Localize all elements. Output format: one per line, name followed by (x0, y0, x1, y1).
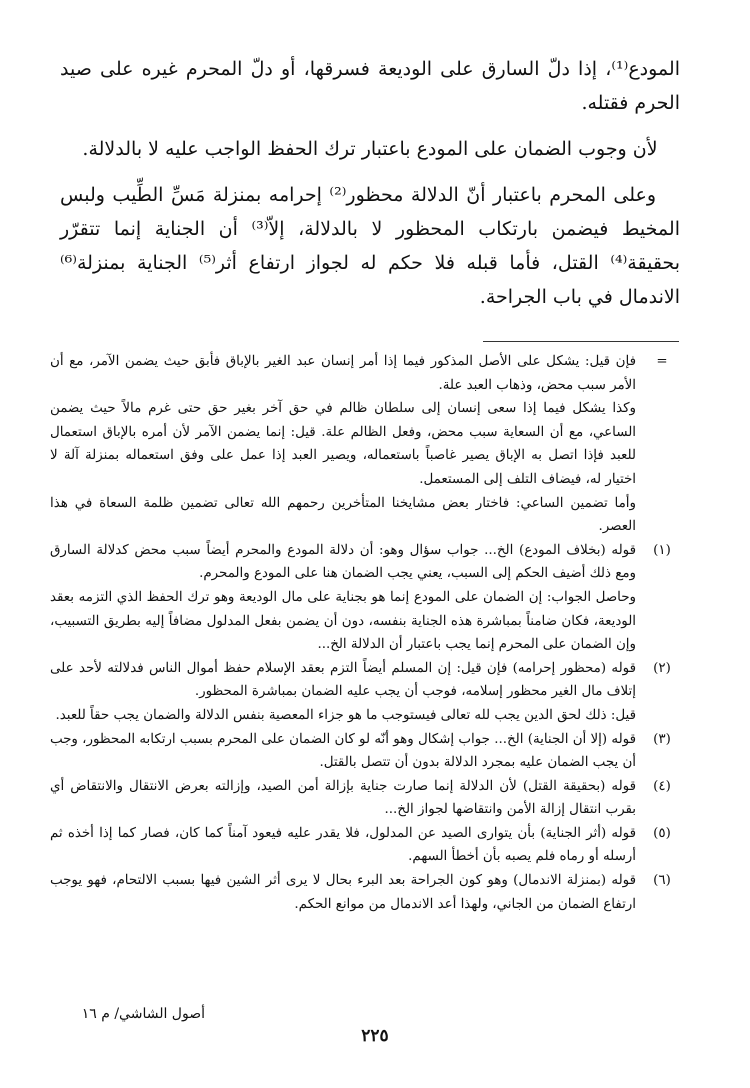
main-paragraph-3: وعلى المحرم باعتبار أنّ الدلالة محظور⁽²⁾ إحرامه بمنزلة مَسِّ الطِّيب ولبس المخيط فيضمن بارتكاب المحظور لا بالدلالة، إلاّ⁽³⁾ أن الجناية إنما تتقرّر بحقيقة⁽⁴⁾ القتل، فأما قبله فلا حكم له لجواز ارتفاع أثر⁽⁵⁾ الجناية بمنزلة⁽⁶⁾ الاندمال في باب الجراحة. (60, 184, 680, 308)
footnote-paragraph: وأما تضمين الساعي: فاختار بعض مشايخنا المتأخرين رحمهم الله تعالى تضمين ظلمة السعاة في هذا العصر. (50, 495, 636, 535)
footnote-1 (50, 539, 680, 657)
main-paragraph-2: لأن وجوب الضمان على المودع باعتبار ترك الحفظ الواجب عليه لا بالدلالة. (82, 138, 658, 160)
footnote-paragraph: قيل: ذلك لحق الدين يجب لله تعالى فيستوجب ما هو جزاء المعصية بنفس الدلالة والضمان يجب حقاً للعبد. (55, 707, 636, 723)
footnote-number: (٥) (653, 825, 671, 841)
footnote-number: (١) (653, 542, 671, 558)
footnote-3 (50, 728, 680, 775)
footnote-continuation (50, 350, 680, 539)
page-number: ٢٢٥ (361, 1026, 389, 1046)
footnote-number: (٤) (653, 778, 671, 794)
footnote-paragraph: قوله (أثر الجناية) بأن يتوارى الصيد عن المدلول، فلا يقدر عليه فيعود آمناً كما كان، فصار كما إذا أخذه ثم أرسله أو رماه فلم يصبه بأن أخطأ السهم. (50, 825, 636, 865)
footnote-paragraph: فإن قيل: يشكل على الأصل المذكور فيما إذا أمر إنسان عبد الغير بالإباق فأبق حيث يضمن الآمر، مع أن الأمر سبب محض، وذهاب العبد علة. (50, 354, 636, 393)
footnote-paragraph: قوله (بحقيقة القتل) لأن الدلالة إنما صارت جناية بإزالة أمن الصيد، وإزالته بعرض الانتقال والانتقاض أي بقرب انتقال إزالة الأمن وانتقاضها لجواز الخ... (50, 778, 636, 818)
footnote-number: (٢) (653, 660, 671, 676)
footnote-number: (٦) (653, 873, 671, 889)
footnote-paragraph: قوله (محظور إحرامه) فإن قيل: إن المسلم أيضاً التزم بعقد الإسلام حفظ أموال الناس فدلالته لأحد على إتلاف مال الغير محظور إسلامه، فوجب أن يجب عليه الضمان بمباشرة المحظور. (50, 660, 636, 700)
footnote-number: (٣) (653, 731, 671, 747)
main-text (60, 52, 680, 326)
footnote-number: = (656, 354, 668, 369)
footnote-4 (50, 775, 680, 822)
footnote-5 (50, 822, 680, 869)
footnotes (50, 350, 680, 916)
footnote-paragraph: قوله (بمنزلة الاندمال) وهو كون الجراحة بعد البرء بحال لا يرى أثر الشين فيها بسبب الالتحام، فهو يوجب ارتفاع الضمان من الجاني، ولهذا أعد الاندمال من موانع الحكم. (50, 873, 636, 912)
footnote-6 (50, 869, 680, 916)
footnote-paragraph: وحاصل الجواب: إن الضمان على المودع إنما هو بجناية على مال الوديعة وهو ترك الحفظ الذي التزمه بعقد الوديعة، فكان ضامناً بمباشرة هذه الجناية بنفسه، دون أن يضمن بفعل المدلول مضافاً إليه بطريق التسبيب، وإن الضمان على المحرم إنما يجب باعتبار أن الدلالة الخ... (50, 589, 636, 653)
footnote-separator (483, 341, 679, 342)
footnote-paragraph: قوله (بخلاف المودع) الخ... جواب سؤال وهو: أن دلالة المودع والمحرم أيضاً سبب محض كدلالة السارق ومع ذلك أضيف الحكم إلى السبب، يعني يجب الضمان هنا على المودع والمحرم. (50, 542, 636, 582)
main-paragraph-1: المودع⁽¹⁾، إذا دلّ السارق على الوديعة فسرقها، أو دلّ المحرم غيره على صيد الحرم فقتله. (60, 58, 680, 114)
book-signature: أصول الشاشي/ م ١٦ (81, 1006, 205, 1022)
footnote-paragraph: قوله (إلا أن الجناية) الخ... جواب إشكال وهو أنّه لو كان الضمان على المحرم بسبب ارتكابه المحظور، وجب أن يجب الضمان عليه بمجرد الدلالة بدون أن تتصل بالقتل. (50, 731, 636, 771)
footnote-paragraph: وكذا يشكل فيما إذا سعى إنسان إلى سلطان ظالم في حق آخر بغير حق حتى غرم مالاً حيث يضمن الساعي، مع أن السعاية سبب محض، وفعل الظالم علة. قيل: إنما يضمن الآمر لأن أمره بالإباق استعمال للعبد فإذا اتصل به الإباق يصير غاصباً باستعماله، ويصير العبد إذا عمل على وفق استعماله بمنزلة آلة لا اختيار له، فيضاف التلف إلى المستعمل. (50, 401, 636, 487)
footnote-2 (50, 657, 680, 728)
